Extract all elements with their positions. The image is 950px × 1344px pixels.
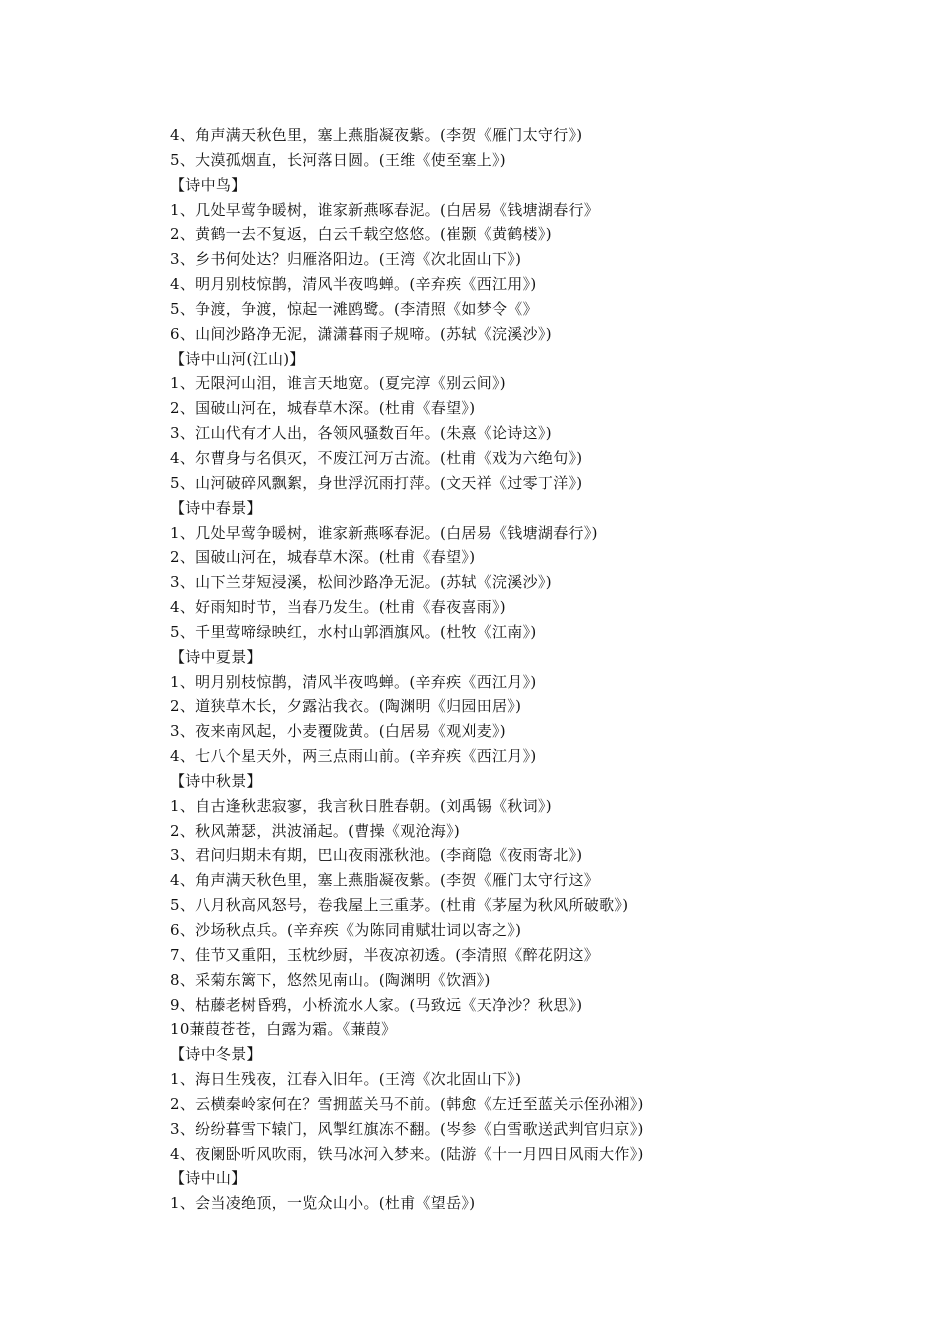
poem-line: 4、角声满天秋色里，塞上燕脂凝夜紫。(李贺《雁门太守行》) [170,126,583,144]
section-heading-birds: 【诗中鸟】 [170,175,247,194]
poem-line: 1、自古逢秋悲寂寥，我言秋日胜春朝。(刘禹锡《秋词》) [170,796,552,815]
poem-line: 5、八月秋高风怒号，卷我屋上三重茅。(杜甫《茅屋为秋风所破歌》) [170,896,629,915]
poem-line: 1、几处早莺争暖树，谁家新燕啄春泥。(白居易《钱塘湖春行》) [170,523,598,542]
poem-line: 9、枯藤老树昏鸦，小桥流水人家。(马致远《天净沙？秋思》) [170,995,583,1014]
poem-line: 6、山间沙路净无泥，潇潇暮雨子规啼。(苏轼《浣溪沙》) [170,324,552,343]
poem-line: 2、黄鹤一去不复返，白云千载空悠悠。(崔颢《黄鹤楼》) [170,225,552,244]
poem-line: 8、采菊东篱下，悠然见南山。(陶渊明《饮酒》) [170,970,491,989]
poem-line: 7、佳节又重阳，玉枕纱厨，半夜凉初透。(李清照《醉花阴这》 [170,945,600,964]
poem-line: 4、好雨知时节，当春乃发生。(杜甫《春夜喜雨》) [170,598,506,617]
poem-line: 2、国破山河在，城春草木深。(杜甫《春望》) [170,548,476,567]
poem-line: 5、山河破碎风飘絮，身世浮沉雨打萍。(文天祥《过零丁洋》) [170,473,583,492]
section-heading-summer: 【诗中夏景】 [170,647,262,666]
poem-list [170,123,790,1216]
poem-line: 3、纷纷暮雪下辕门，风掣红旗冻不翻。(岑参《白雪歌送武判官归京》) [170,1119,644,1138]
poem-line: 3、君问归期未有期，巴山夜雨涨秋池。(李商隐《夜雨寄北》) [170,846,583,865]
poem-line: 4、明月别枝惊鹊，清风半夜鸣蝉。(辛弃疾《西江用》) [170,275,537,294]
poem-line: 6、沙场秋点兵。(辛弃疾《为陈同甫赋壮词以寄之》) [170,921,522,939]
poem-line: 3、乡书何处达？归雁洛阳边。(王湾《次北固山下》) [170,250,522,269]
poem-line: 2、云横秦岭家何在？雪拥蓝关马不前。(韩愈《左迁至蓝关示侄孙湘》) [170,1094,644,1113]
poem-line: 2、国破山河在，城春草木深。(杜甫《春望》) [170,399,476,418]
poem-line: 3、山下兰芽短浸溪，松间沙路净无泥。(苏轼《浣溪沙》) [170,573,552,592]
poem-line: 5、争渡，争渡，惊起一滩鸥鹭。(李清照《如梦令《》 [170,299,538,318]
poem-line: 2、秋风萧瑟，洪波涌起。(曹操《观沧海》) [170,821,461,840]
poem-line: 10蒹葭苍苍，白露为霜。《蒹葭》 [170,1020,397,1039]
poem-line: 5、千里莺啼绿映红，水村山郭酒旗风。(杜牧《江南》) [170,622,537,641]
poem-line: 4、夜阑卧听风吹雨，铁马冰河入梦来。(陆游《十一月四日风雨大作》) [170,1144,644,1163]
poem-line: 1、会当凌绝顶，一览众山小。(杜甫《望岳》) [170,1194,476,1213]
section-heading-rivers-mountains: 【诗中山河(江山)】 [170,349,305,368]
section-heading-autumn: 【诗中秋景】 [170,771,262,790]
section-heading-spring: 【诗中春景】 [170,498,262,517]
poem-line: 1、明月别枝惊鹊，清风半夜鸣蝉。(辛弃疾《西江月》) [170,672,537,691]
poem-line: 1、海日生残夜，江春入旧年。(王湾《次北固山下》) [170,1070,522,1089]
poem-line: 4、七八个星天外，两三点雨山前。(辛弃疾《西江月》) [170,747,537,766]
poem-line: 1、无限河山泪，谁言天地宽。(夏完淳《别云间》) [170,374,506,393]
poem-line: 1、几处早莺争暖树，谁家新燕啄春泥。(白居易《钱塘湖春行》 [170,200,600,219]
section-heading-mountains: 【诗中山】 [170,1169,247,1188]
poem-line: 3、江山代有才人出，各领风骚数百年。(朱熹《论诗这》) [170,424,552,443]
section-heading-winter: 【诗中冬景】 [170,1045,262,1064]
poem-line: 4、角声满天秋色里，塞上燕脂凝夜紫。(李贺《雁门太守行这》 [170,871,600,890]
poem-line: 4、尔曹身与名俱灭，不废江河万古流。(杜甫《戏为六绝句》) [170,448,583,467]
poem-line: 2、道狭草木长，夕露沾我衣。(陶渊明《归园田居》) [170,697,522,716]
poem-line: 3、夜来南风起，小麦覆陇黄。(白居易《观刈麦》) [170,722,506,741]
poem-line: 5、大漠孤烟直，长河落日圆。(王维《使至塞上》) [170,150,506,169]
